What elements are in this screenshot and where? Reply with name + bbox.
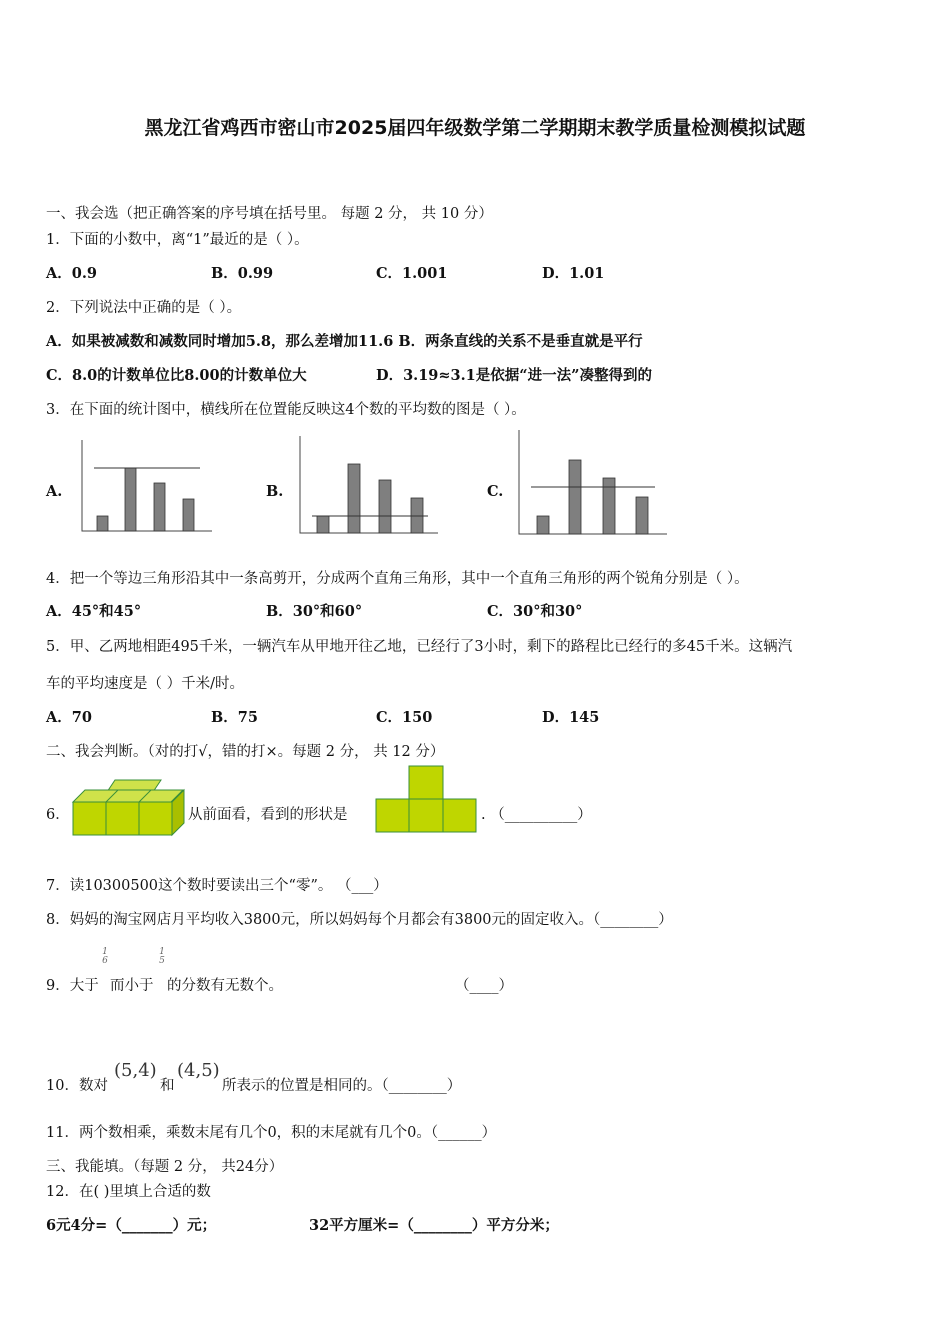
page-title: 黑龙江省鸡西市密山市2025届四年级数学第二学期期末教学质量检测模拟试题 xyxy=(144,117,806,139)
q4-option-a: A．45°和45° xyxy=(46,603,142,620)
chart-b-bar-3 xyxy=(379,480,391,533)
q6-cubes-figure xyxy=(71,778,189,838)
q2-option-d: D．3.19≈3.1是依据“进一法”凑整得到的 xyxy=(376,367,652,384)
q10-text-c: 所表示的位置是相同的。（________） xyxy=(222,1078,462,1094)
q1-option-d: D．1.01 xyxy=(542,265,605,282)
q5-stem-line1: 5．甲、乙两地相距495千米，一辆汽车从甲地开往乙地，已经行了3小时，剩下的路程比已经行的多45千米。这辆汽 xyxy=(46,639,793,655)
q11-statement: 11．两个数相乘，乘数末尾有几个0，积的末尾就有几个0。（______） xyxy=(46,1125,497,1141)
q9-answer-blank[interactable]: （____） xyxy=(455,978,513,994)
chart-b-bar-1 xyxy=(317,516,329,533)
q9-fraction-2-numerator: 1 xyxy=(159,947,165,957)
chart-a-bar-3 xyxy=(154,483,165,531)
q9-fraction-2-denominator: 5 xyxy=(159,956,165,966)
q1-option-c: C．1.001 xyxy=(376,265,448,282)
section1-heading: 一、我会选（把正确答案的序号填在括号里。 每题 2 分， 共 10 分） xyxy=(46,206,493,222)
q2-option-c: C．8.0的计数单位比8.00的计数单位大 xyxy=(46,367,307,384)
chart-c-bar-1 xyxy=(537,516,549,534)
q5-option-a: A．70 xyxy=(46,709,92,726)
q3-chart-b xyxy=(298,436,443,536)
chart-a-bar-4 xyxy=(183,499,194,531)
section2-heading: 二、我会判断。（对的打√，错的打×。每题 2 分， 共 12 分） xyxy=(46,744,445,760)
q1-stem: 1．下面的小数中，离“1”最近的是（ ）。 xyxy=(46,232,309,248)
q9-fraction-1-denominator: 6 xyxy=(102,956,108,966)
q9-text-a: 9．大于 xyxy=(46,978,99,994)
q9-text-b: 而小于 xyxy=(110,978,154,994)
q9-fraction-2 xyxy=(157,948,167,966)
q5-stem-line2: 车的平均速度是（ ）千米/时。 xyxy=(46,676,244,692)
q9-fraction-1-numerator: 1 xyxy=(102,947,108,957)
q8-statement: 8．妈妈的淘宝网店月平均收入3800元，所以妈妈每个月都会有3800元的固定收入。（________） xyxy=(46,912,673,928)
section3-heading: 三、我能填。（每题 2 分， 共24分） xyxy=(46,1159,284,1175)
q3-label-b: B. xyxy=(266,483,284,500)
q3-chart-c xyxy=(517,430,672,538)
q3-label-c: C. xyxy=(487,483,504,500)
chart-c-bar-3 xyxy=(603,478,615,534)
q9-text-c: 的分数有无数个。 xyxy=(167,978,283,994)
q10-pair-2: (4,5) xyxy=(177,1060,220,1081)
q2-stem: 2．下列说法中正确的是（ ）。 xyxy=(46,300,242,316)
q6-front-view-figure xyxy=(375,765,480,835)
q5-option-c: C．150 xyxy=(376,709,433,726)
q1-option-a: A．0.9 xyxy=(46,265,97,282)
chart-c-bar-2 xyxy=(569,460,581,534)
q7-statement: 7．读10300500这个数时要读出三个“零”。 （___） xyxy=(46,878,388,894)
q6-number: 6． xyxy=(46,807,70,823)
q5-option-d: D．145 xyxy=(542,709,600,726)
q10-text-b: 和 xyxy=(160,1078,175,1094)
q9-fraction-1 xyxy=(100,948,110,966)
q1-option-b: B．0.99 xyxy=(211,265,274,282)
q2-options-line1: A．如果被减数和减数同时增加5.8，那么差增加11.6 B．两条直线的关系不是垂直就是平行 xyxy=(46,333,643,350)
q4-option-c: C．30°和30° xyxy=(487,603,583,620)
q5-option-b: B．75 xyxy=(211,709,258,726)
q4-option-b: B．30°和60° xyxy=(266,603,363,620)
q3-chart-a xyxy=(80,440,215,535)
q6-text: 从前面看，看到的形状是 xyxy=(188,807,348,823)
q12-stem: 12．在( )里填上合适的数 xyxy=(46,1184,211,1200)
chart-a-bar-2 xyxy=(125,468,136,531)
q3-label-a: A. xyxy=(46,483,63,500)
q10-pair-1: (5,4) xyxy=(114,1060,157,1081)
q4-stem: 4．把一个等边三角形沿其中一条高剪开，分成两个直角三角形，其中一个直角三角形的两个锐角分别是（ ）。 xyxy=(46,571,749,587)
q12-item-a: 6元4分=（_______）元； xyxy=(46,1217,217,1234)
chart-c-bar-4 xyxy=(636,497,648,534)
q12-item-b: 32平方厘米=（________）平方分米； xyxy=(309,1217,559,1234)
q3-stem: 3．在下面的统计图中，横线所在位置能反映这4个数的平均数的图是（ ）。 xyxy=(46,402,526,418)
chart-a-bar-1 xyxy=(97,516,108,531)
q6-answer-blank[interactable]: . （__________） xyxy=(481,807,592,823)
chart-b-bar-2 xyxy=(348,464,360,533)
q10-text-a: 10．数对 xyxy=(46,1078,108,1094)
